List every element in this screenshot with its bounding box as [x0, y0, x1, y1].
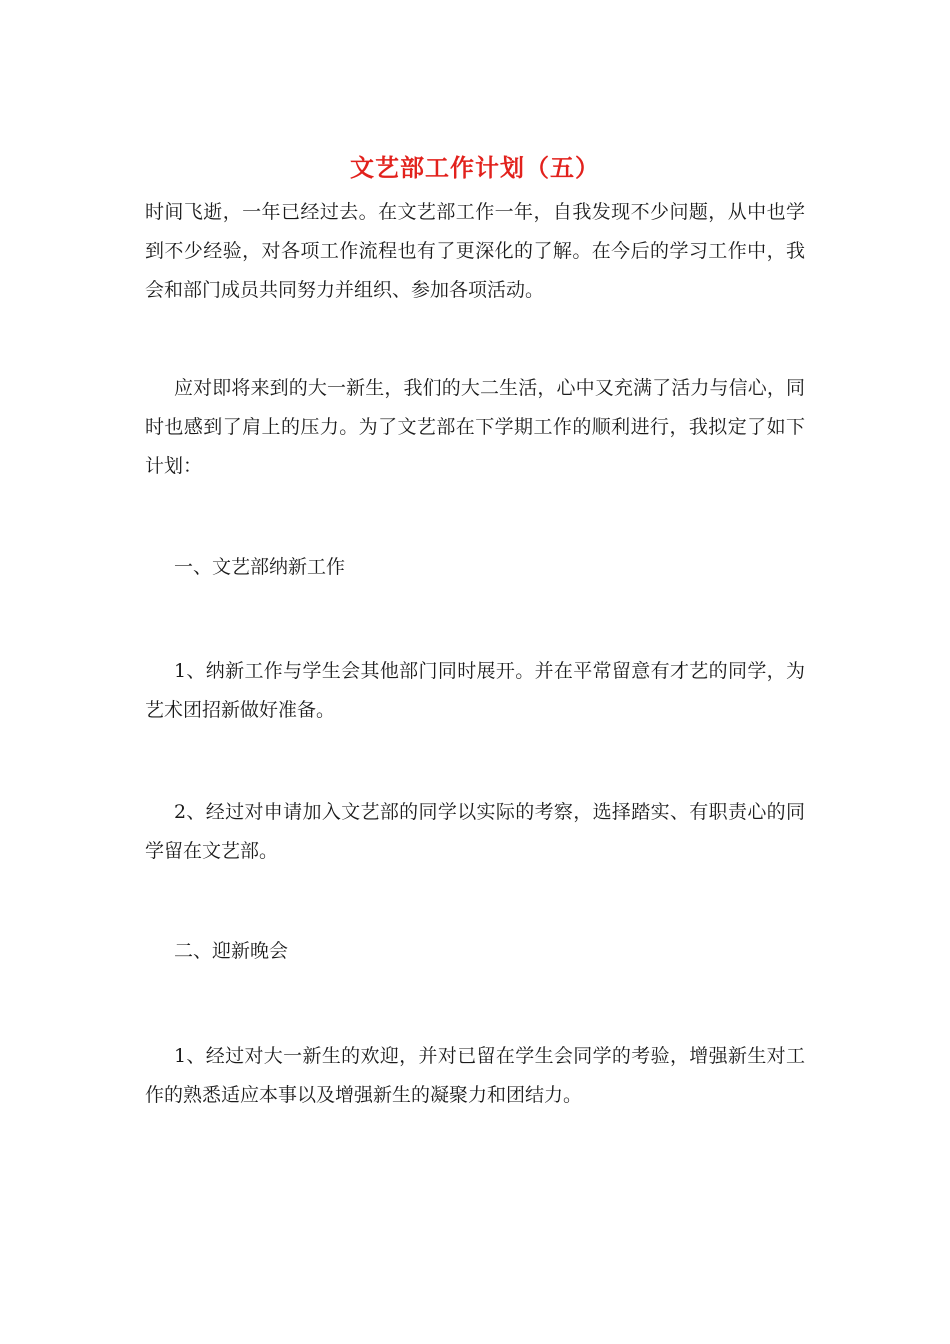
paragraph-welcome-party-1: 1、经过对大一新生的欢迎，并对已留在学生会同学的考验，增强新生对工作的熟悉适应本事以及增强新生的凝聚力和团结力。 — [145, 1045, 805, 1106]
paragraph-recruitment-1: 1、纳新工作与学生会其他部门同时展开。并在平常留意有才艺的同学，为艺术团招新做好准备。 — [145, 660, 805, 721]
section-heading-welcome-party: 二、迎新晚会 — [174, 940, 289, 962]
paragraph-plan-intro: 应对即将来到的大一新生，我们的大二生活，心中又充满了活力与信心，同时也感到了肩上的压力。为了文艺部在下学期工作的顺利进行，我拟定了如下计划： — [145, 377, 805, 477]
document-title: 文艺部工作计划（五） — [350, 153, 600, 182]
paragraph-recruitment-2: 2、经过对申请加入文艺部的同学以实际的考察，选择踏实、有职责心的同学留在文艺部。 — [145, 801, 805, 862]
section-heading-recruitment: 一、文艺部纳新工作 — [174, 556, 346, 578]
paragraph-intro: 时间飞逝，一年已经过去。在文艺部工作一年，自我发现不少问题，从中也学到不少经验，对各项工作流程也有了更深化的了解。在今后的学习工作中，我会和部门成员共同努力并组织、参加各项活动。 — [145, 201, 805, 301]
